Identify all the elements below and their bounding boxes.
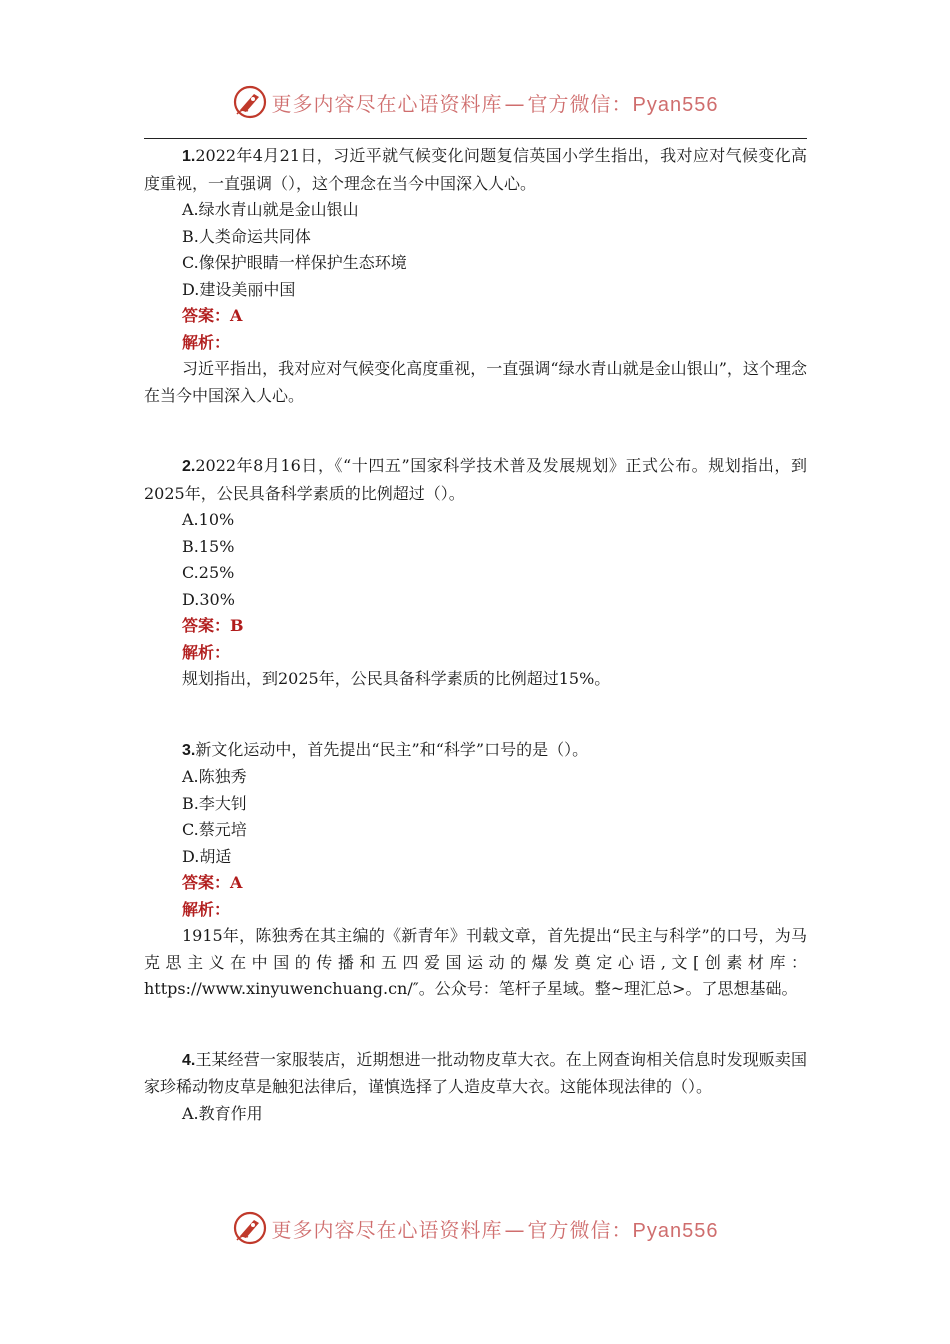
question-2 — [144, 453, 807, 693]
option-b: B.人类命运共同体 — [182, 226, 311, 246]
option-a: A.教育作用 — [182, 1103, 263, 1123]
question-list — [144, 143, 807, 1171]
option-c: C.25% — [182, 563, 235, 582]
question-stem — [144, 1047, 807, 1101]
option-d: D.30% — [182, 589, 235, 609]
answer: 答案：A — [182, 873, 243, 892]
question-stem — [144, 143, 807, 197]
question-text: 2022年8月16日，《“十四五”国家科学技术普及发展规划》正式公布。规划指出，到2025年，公民具备科学素质的比例超过（）。 — [144, 456, 807, 503]
banner-title: 更多内容尽在心语资料库 — [271, 1217, 503, 1242]
question-1 — [144, 143, 807, 409]
header-banner — [0, 82, 950, 122]
analysis-label: 解析： — [182, 332, 231, 352]
option-a: A.绿水青山就是金山银山 — [182, 200, 359, 219]
answer: 答案：B — [182, 616, 244, 635]
question-stem — [144, 737, 807, 765]
footer-banner — [0, 1208, 950, 1248]
question-number: 3. — [182, 741, 196, 759]
question-number: 2. — [182, 458, 196, 475]
pen-nib-circle-icon — [232, 1210, 268, 1246]
analysis-text: 规划指出，到2025年，公民具备科学素质的比例超过15%。 — [182, 669, 611, 688]
option-d: D.胡适 — [182, 846, 232, 866]
option-d: D.建设美丽中国 — [182, 279, 296, 299]
question-number: 1. — [182, 148, 196, 165]
question-number: 4. — [182, 1051, 196, 1069]
question-text: 新文化运动中，首先提出“民主”和“科学”口号的是（）。 — [195, 739, 589, 759]
question-4 — [144, 1047, 807, 1128]
analysis-text: 1915年，陈独秀在其主编的《新青年》刊载文章，首先提出“民主与科学”的口号，为马克思主义在中国的传播和五四爱国运动的爆发奠定心语,文[创素材库：https://www.xinyuwenchuang.cn/″。公众号：笔杆子星域。整~理汇总>。了思想基础。 — [144, 926, 807, 998]
analysis-label: 解析： — [182, 899, 231, 919]
question-stem — [144, 453, 807, 507]
option-b: B.15% — [182, 536, 235, 556]
option-c: C.蔡元培 — [182, 820, 247, 839]
pen-nib-circle-icon — [232, 84, 268, 120]
banner-title: 更多内容尽在心语资料库 — [271, 91, 503, 116]
question-text: 王某经营一家服装店，近期想进一批动物皮草大衣。在上网查询相关信息时发现贩卖国家珍稀动物皮草是触犯法律后，谨慎选择了人造皮草大衣。这能体现法律的（）。 — [144, 1049, 807, 1096]
question-3 — [144, 737, 807, 1003]
wechat-label: 官方微信： — [527, 91, 633, 116]
option-a: A.10% — [182, 510, 235, 529]
option-a: A.陈独秀 — [182, 767, 247, 786]
banner-separator: — — [504, 1217, 526, 1242]
header-divider — [144, 138, 807, 139]
question-text: 2022年4月21日，习近平就气候变化问题复信英国小学生指出，我对应对气候变化高度重视，一直强调（），这个理念在当今中国深入人心。 — [144, 146, 807, 193]
option-b: B.李大钊 — [182, 793, 247, 813]
header-banner-text — [272, 88, 719, 117]
wechat-label: 官方微信： — [527, 1217, 633, 1242]
wechat-id: Pyan556 — [632, 93, 719, 116]
option-c: C.像保护眼睛一样保护生态环境 — [182, 253, 407, 272]
footer-banner-text — [272, 1214, 719, 1243]
wechat-id: Pyan556 — [632, 1219, 719, 1242]
analysis-label: 解析： — [182, 642, 231, 662]
answer: 答案：A — [182, 306, 243, 325]
banner-separator: — — [504, 91, 526, 116]
analysis-text: 习近平指出，我对应对气候变化高度重视，一直强调“绿水青山就是金山银山”，这个理念在当今中国深入人心。 — [144, 359, 807, 405]
